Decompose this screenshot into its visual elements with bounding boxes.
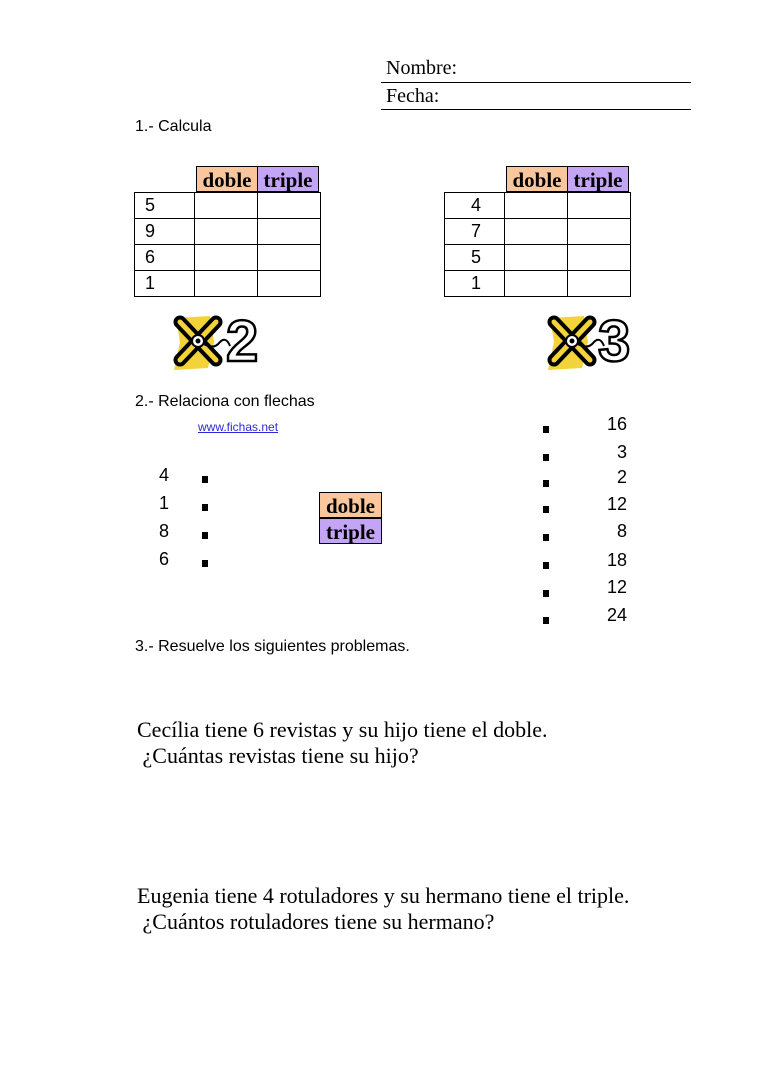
right-number: 2: [616, 467, 627, 487]
answer-cell[interactable]: [505, 193, 568, 219]
middle-doble-box: doble: [319, 492, 382, 518]
date-line[interactable]: [381, 109, 691, 110]
left-calc-table: [134, 192, 321, 297]
left-triple-header: triple: [257, 166, 319, 192]
table-row: [135, 245, 321, 271]
answer-cell[interactable]: [258, 271, 321, 297]
bullet-icon[interactable]: [202, 476, 208, 483]
answer-cell[interactable]: [568, 219, 631, 245]
problem-1-line-2: ¿Cuántas revistas tiene su hijo?: [137, 743, 419, 768]
row-number: 5: [135, 193, 195, 219]
left-doble-header: doble: [196, 166, 258, 192]
section2-title: 2.- Relaciona con flechas: [135, 393, 315, 410]
answer-cell[interactable]: [195, 193, 258, 219]
right-number: 18: [606, 550, 627, 570]
middle-triple-box: triple: [319, 518, 382, 544]
bullet-icon[interactable]: [543, 454, 549, 461]
row-number: 1: [135, 271, 195, 297]
bullet-icon[interactable]: [543, 506, 549, 513]
table-row: [445, 193, 631, 219]
section3-title: 3.- Resuelve los siguientes problemas.: [135, 638, 410, 655]
answer-cell[interactable]: [195, 271, 258, 297]
right-calc-table: [444, 192, 631, 297]
problem-2-line-1: Eugenia tiene 4 rotuladores y su hermano tiene el triple.: [137, 883, 630, 908]
right-triple-header: triple: [567, 166, 629, 192]
answer-cell[interactable]: [568, 245, 631, 271]
bullet-icon[interactable]: [543, 534, 549, 541]
table-row: [445, 219, 631, 245]
right-number: 12: [606, 577, 627, 597]
bullet-icon[interactable]: [543, 480, 549, 487]
bullet-icon[interactable]: [543, 590, 549, 597]
bullet-icon[interactable]: [202, 504, 208, 511]
right-doble-header: doble: [506, 166, 568, 192]
left-number: 1: [158, 493, 169, 513]
row-number: 9: [135, 219, 195, 245]
name-line[interactable]: [381, 82, 691, 83]
bullet-icon[interactable]: [202, 532, 208, 539]
right-number: 8: [616, 521, 627, 541]
answer-cell[interactable]: [258, 193, 321, 219]
times-two-badge: [170, 309, 270, 374]
answer-cell[interactable]: [505, 271, 568, 297]
table-row: [135, 271, 321, 297]
right-number: 24: [606, 605, 627, 625]
bullet-icon[interactable]: [543, 617, 549, 624]
right-number: 12: [606, 494, 627, 514]
left-number: 6: [158, 549, 169, 569]
row-number: 1: [445, 271, 505, 297]
name-label: Nombre:: [386, 57, 458, 79]
answer-cell[interactable]: [195, 219, 258, 245]
bullet-icon[interactable]: [543, 426, 549, 433]
answer-cell[interactable]: [505, 219, 568, 245]
row-number: 5: [445, 245, 505, 271]
bullet-icon[interactable]: [543, 562, 549, 569]
table-row: [445, 271, 631, 297]
left-number: 8: [158, 521, 169, 541]
table-row: [135, 219, 321, 245]
right-number: 3: [616, 442, 627, 462]
answer-cell[interactable]: [258, 245, 321, 271]
table-row: [135, 193, 321, 219]
answer-cell[interactable]: [568, 271, 631, 297]
right-number: 16: [606, 414, 627, 434]
problem-2-line-2: ¿Cuántos rotuladores tiene su hermano?: [137, 909, 495, 934]
badge-digit: 2: [226, 309, 259, 374]
date-label: Fecha:: [386, 85, 440, 107]
left-number: 4: [158, 465, 169, 485]
times-three-badge: [544, 309, 644, 374]
section1-title: 1.- Calcula: [135, 118, 212, 135]
bullet-icon[interactable]: [202, 560, 208, 567]
problem-1-line-1: Cecília tiene 6 revistas y su hijo tiene el doble.: [137, 717, 548, 742]
answer-cell[interactable]: [195, 245, 258, 271]
answer-cell[interactable]: [258, 219, 321, 245]
answer-cell[interactable]: [568, 193, 631, 219]
row-number: 4: [445, 193, 505, 219]
fichas-link[interactable]: www.fichas.net: [198, 420, 279, 434]
row-number: 7: [445, 219, 505, 245]
row-number: 6: [135, 245, 195, 271]
answer-cell[interactable]: [505, 245, 568, 271]
table-row: [445, 245, 631, 271]
badge-digit: 3: [598, 309, 631, 374]
